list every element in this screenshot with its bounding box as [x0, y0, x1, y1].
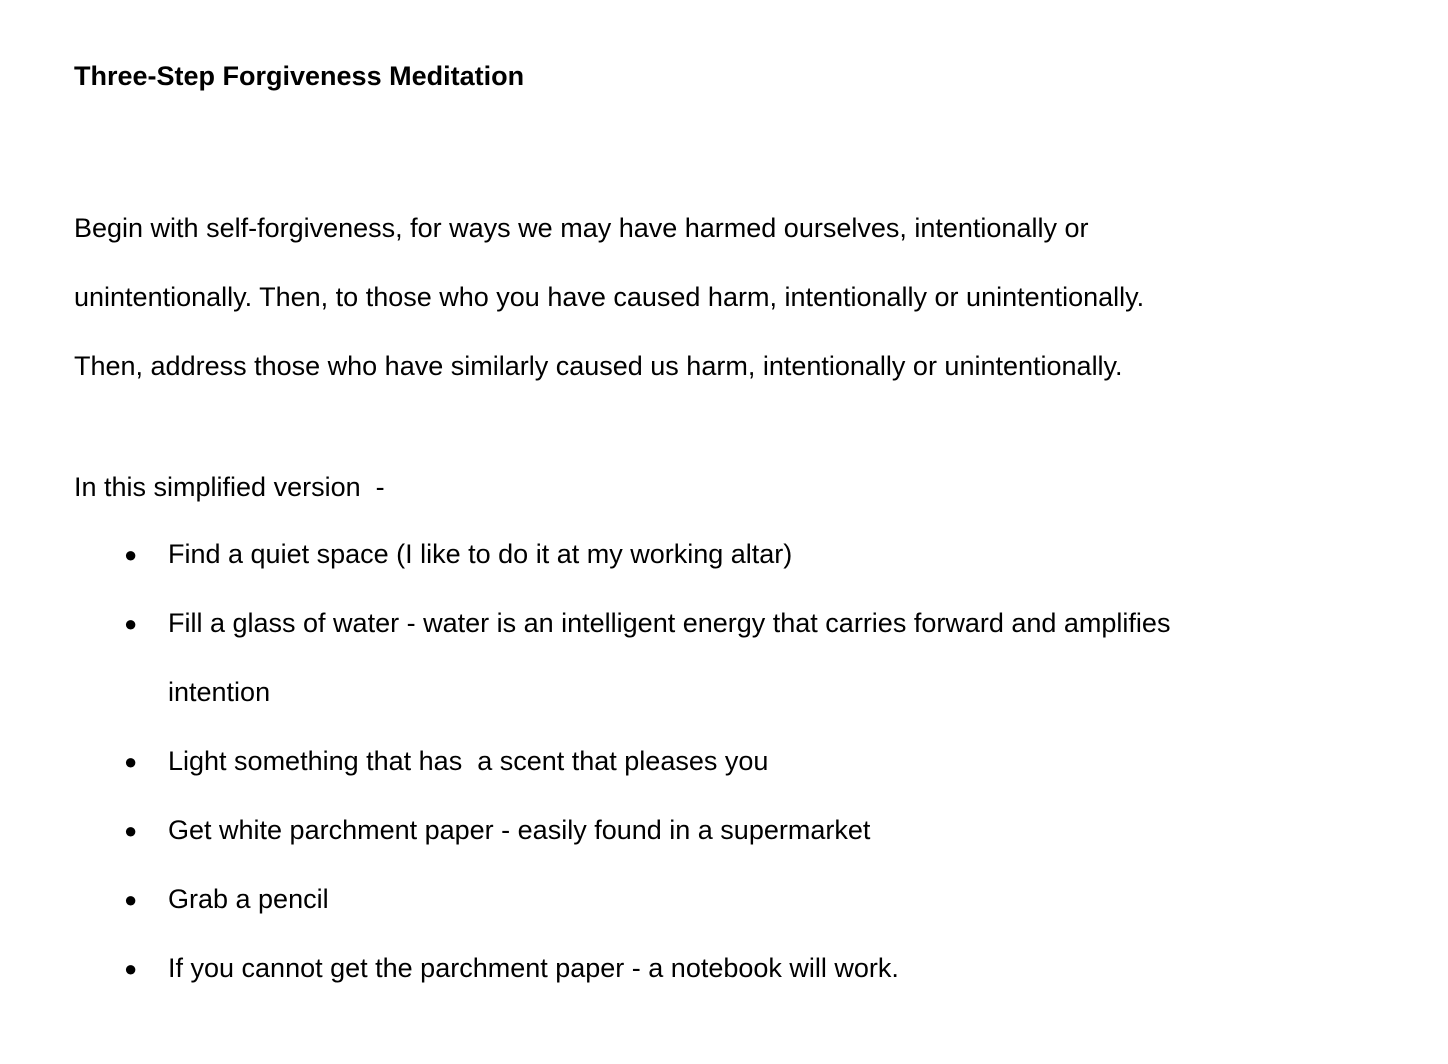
list-item	[74, 865, 1334, 934]
list-item-text: Get white parchment paper - easily found in a supermarket	[168, 815, 871, 845]
bullet-icon: ●	[124, 749, 138, 774]
list-item	[74, 520, 1334, 589]
list-item-text: Find a quiet space (I like to do it at my working altar)	[168, 539, 793, 569]
bullet-icon: ●	[124, 542, 138, 567]
list-item-text: If you cannot get the parchment paper - a notebook will work.	[168, 953, 899, 983]
document-title: Three-Step Forgiveness Meditation	[74, 61, 525, 91]
paragraph-line: Begin with self-forgiveness, for ways we may have harmed ourselves, intentionally or	[74, 213, 1089, 243]
bullet-icon: ●	[124, 956, 138, 981]
list-item	[74, 796, 1334, 865]
list-item	[74, 589, 1334, 727]
bullet-icon: ●	[124, 818, 138, 843]
paragraph-line: Then, address those who have similarly caused us harm, intentionally or unintentionally.	[74, 351, 1123, 381]
list-item-text: Fill a glass of water - water is an intelligent energy that carries forward and amplifies	[168, 608, 1171, 638]
list-item-text-continued: intention	[168, 677, 271, 707]
list-item-text: Light something that has a scent that pleases you	[168, 746, 769, 776]
list-item	[74, 934, 1334, 1003]
bullet-icon: ●	[124, 887, 138, 912]
list-lead-in: In this simplified version -	[74, 472, 385, 502]
bullet-icon: ●	[124, 611, 138, 636]
list-item	[74, 727, 1334, 796]
intro-paragraph	[74, 194, 1314, 401]
bullet-list	[74, 520, 1334, 1003]
paragraph-line: unintentionally. Then, to those who you have caused harm, intentionally or unintentionally.	[74, 282, 1145, 312]
list-item-text: Grab a pencil	[168, 884, 329, 914]
